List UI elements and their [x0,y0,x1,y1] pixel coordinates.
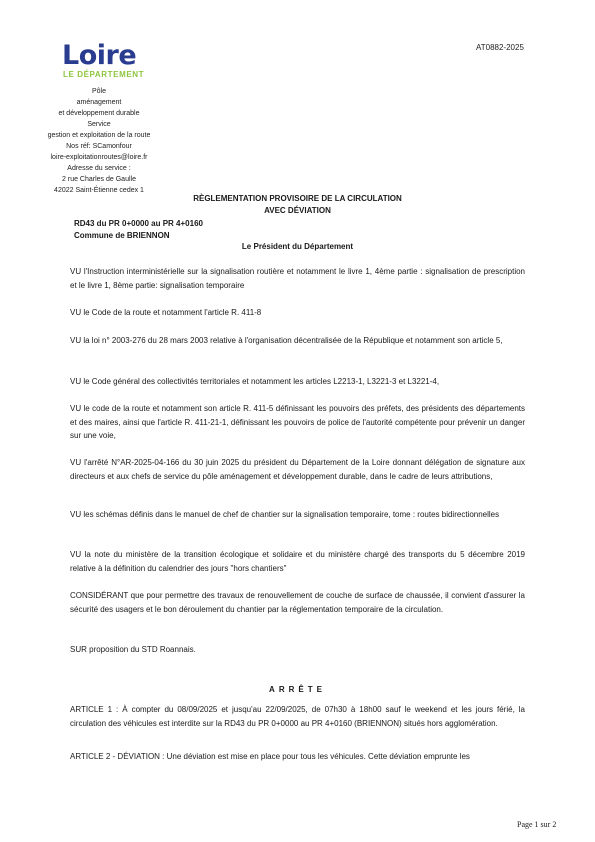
page-number: Page 1 sur 2 [517,820,557,829]
visa-paragraph: VU le Code général des collectivités territoriales et notamment les articles L2213-1, L3221-3 et L3221-4, [70,377,440,386]
visa-paragraph: VU les schémas définis dans le manuel de chef de chantier sur la signalisation temporaire, tome : routes bidirectionnelles [70,510,500,519]
department-logo-wordmark: Loire [62,40,137,71]
sender-line: aménagement [76,99,122,106]
sender-line: Service [87,121,111,128]
sender-block [10,86,188,196]
road-line: RD43 du PR 0+0000 au PR 4+0160 [74,219,203,228]
sender-line: et développement durable [58,110,140,117]
document-reference: AT0882-2025 [476,43,524,52]
document-title [0,193,595,217]
sender-line: 2 rue Charles de Gaulle [62,176,136,183]
sender-line: Nos réf: SCamonfour [66,143,132,150]
visa-paragraph: VU le code de la route et notamment son article R. 411-5 définissant les pouvoirs des préfets, des présidents des départements et des maires, ainsi que l'article R. 411-21-1, définissant les pouvoirs de police de l'autorité compétente pour prévenir un danger sur une voie, [70,404,525,440]
road-section [74,218,203,242]
article-2: ARTICLE 2 - DÉVIATION : Une déviation est mise en place pour tous les véhicules. Cette déviation emprunte les [70,752,470,761]
sender-line: gestion et exploitation de la route [47,132,151,139]
article-1: ARTICLE 1 : À compter du 08/09/2025 et jusqu'au 22/09/2025, de 07h30 à 18h00 sauf le weekend et les jours férié, la circulation des véhicules est interdite sur la RD43 du PR 0+0000 au PR 4+0160 (BRIENNON) situés hors agglomération. [70,705,525,728]
visa-paragraph: VU le Code de la route et notamment l'article R. 411-8 [70,308,262,317]
sender-line: Pôle [91,88,106,95]
title-line: AVEC DÉVIATION [264,206,331,215]
visa-paragraph: VU la loi n° 2003-276 du 28 mars 2003 relative à l'organisation décentralisée de la République et notamment son article 5, [70,336,503,345]
commune-line: Commune de BRIENNON [74,231,170,240]
sender-line: Adresse du service : [67,165,131,172]
proposition-paragraph: SUR proposition du STD Roannais. [70,645,196,654]
visa-paragraph: VU l'Instruction interministérielle sur la signalisation routière et notamment le livre 1, 4ème partie : signalisation de prescription et le livre 1, 8ème partie: signalisation temporaire [70,267,525,290]
president-heading: Le Président du Département [241,242,354,251]
title-line: RÈGLEMENTATION PROVISOIRE DE LA CIRCULATION [193,194,402,203]
visa-paragraph: VU la note du ministère de la transition écologique et solidaire et du ministère chargé des transports du 5 décembre 2019 relative à la définition du calendrier des jours "hors chantiers" [70,550,525,573]
considerant-paragraph: CONSIDÉRANT que pour permettre des travaux de renouvellement de couche de surface de chaussée, il convient d'assurer la sécurité des usagers et le bon déroulement du chantier par la réglementation temporaire de la circulation. [70,591,525,614]
arrete-heading: ARRÊTE [269,685,326,694]
department-logo-subtitle: LE DÉPARTEMENT [63,70,145,79]
sender-email: loire-exploitationroutes@loire.fr [50,154,148,161]
sender-line: 42022 Saint-Étienne cedex 1 [54,187,144,194]
visa-paragraph: VU l'arrêté N°AR-2025-04-166 du 30 juin 2025 du président du Département de la Loire donnant délégation de signature aux directeurs et aux chefs de service du pôle aménagement et développement durable, dans le cadre de leurs attributions, [70,458,525,481]
